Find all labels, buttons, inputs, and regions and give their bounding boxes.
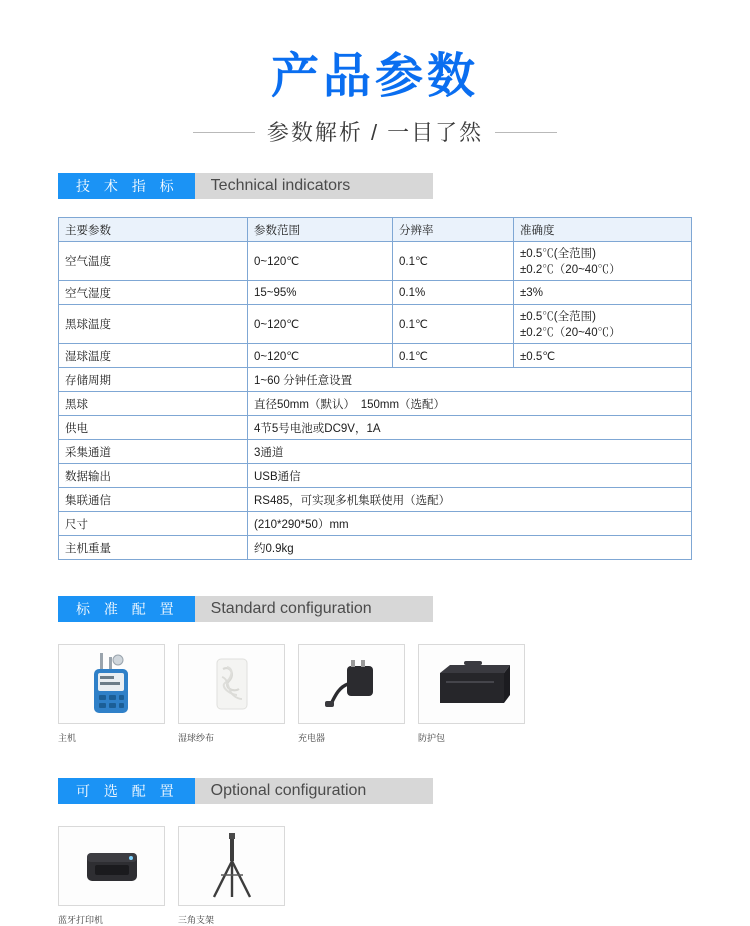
standard-config-grid bbox=[58, 644, 750, 744]
section-heading-standard bbox=[58, 596, 433, 622]
cell-param-value: 3通道 bbox=[248, 440, 692, 464]
section-heading-standard-cn: 标 准 配 置 bbox=[58, 596, 195, 622]
cell-param-resolution: 0.1℃ bbox=[393, 305, 514, 344]
table-row bbox=[59, 305, 692, 344]
cell-param-name: 黑球 bbox=[59, 392, 248, 416]
section-heading-optional-en: Optional configuration bbox=[195, 778, 433, 804]
table-row bbox=[59, 242, 692, 281]
cell-param-name: 存储周期 bbox=[59, 368, 248, 392]
cell-param-resolution: 0.1℃ bbox=[393, 344, 514, 368]
cell-param-name: 空气温度 bbox=[59, 242, 248, 281]
item-caption: 充电器 bbox=[298, 733, 326, 744]
device-main-unit-icon bbox=[82, 651, 142, 717]
item-caption: 蓝牙打印机 bbox=[58, 915, 104, 926]
product-thumbnail bbox=[58, 826, 165, 906]
cell-param-range: 0~120℃ bbox=[248, 344, 393, 368]
table-row bbox=[59, 488, 692, 512]
spec-table-body bbox=[59, 218, 692, 560]
cell-param-range: 15~95% bbox=[248, 281, 393, 305]
product-thumbnail bbox=[58, 644, 165, 724]
table-row bbox=[59, 281, 692, 305]
list-item bbox=[58, 644, 163, 744]
cell-param-name: 空气湿度 bbox=[59, 281, 248, 305]
page-subtitle: 参数解析 / 一目了然 bbox=[266, 120, 484, 146]
cell-param-resolution: 0.1% bbox=[393, 281, 514, 305]
section-heading-technical bbox=[58, 173, 433, 199]
cell-param-accuracy: ±3% bbox=[514, 281, 692, 305]
spec-table-wrap bbox=[58, 217, 692, 560]
cell-param-value: (210*290*50）mm bbox=[248, 512, 692, 536]
cell-param-value: 4节5号电池或DC9V，1A bbox=[248, 416, 692, 440]
wet-bulb-gauze-icon bbox=[209, 655, 255, 713]
column-header-range: 参数范围 bbox=[248, 218, 393, 242]
cell-param-resolution: 0.1℃ bbox=[393, 242, 514, 281]
product-thumbnail bbox=[418, 644, 525, 724]
section-heading-optional-cn: 可 选 配 置 bbox=[58, 778, 195, 804]
cell-param-value: 1~60 分钟任意设置 bbox=[248, 368, 692, 392]
bluetooth-printer-icon bbox=[79, 843, 145, 889]
item-caption: 湿球纱布 bbox=[178, 733, 215, 744]
left-rule bbox=[193, 132, 255, 133]
cell-param-name: 采集通道 bbox=[59, 440, 248, 464]
table-row bbox=[59, 464, 692, 488]
cell-param-accuracy: ±0.5℃(全范围) ±0.2℃（20~40℃） bbox=[514, 305, 692, 344]
section-heading-technical-en: Technical indicators bbox=[195, 173, 433, 199]
section-heading-standard-en: Standard configuration bbox=[195, 596, 433, 622]
item-caption: 防护包 bbox=[418, 733, 446, 744]
list-item bbox=[298, 644, 403, 744]
table-row bbox=[59, 440, 692, 464]
table-row bbox=[59, 392, 692, 416]
cell-param-accuracy: ±0.5℃(全范围) ±0.2℃（20~40℃） bbox=[514, 242, 692, 281]
cell-param-name: 供电 bbox=[59, 416, 248, 440]
cell-param-value: 直径50mm（默认） 150mm（选配） bbox=[248, 392, 692, 416]
cell-param-value: RS485，可实现多机集联使用（选配） bbox=[248, 488, 692, 512]
item-caption: 主机 bbox=[58, 733, 77, 744]
page-header bbox=[0, 0, 750, 147]
table-header-row bbox=[59, 218, 692, 242]
cell-param-value: 约0.9kg bbox=[248, 536, 692, 560]
item-caption: 三角支架 bbox=[178, 915, 215, 926]
cell-param-accuracy: ±0.5℃ bbox=[514, 344, 692, 368]
cell-param-name: 湿球温度 bbox=[59, 344, 248, 368]
section-heading-technical-cn: 技 术 指 标 bbox=[58, 173, 195, 199]
product-thumbnail bbox=[298, 644, 405, 724]
section-heading-optional bbox=[58, 778, 433, 804]
table-row bbox=[59, 344, 692, 368]
product-thumbnail bbox=[178, 826, 285, 906]
table-row bbox=[59, 416, 692, 440]
list-item bbox=[178, 644, 283, 744]
cell-param-name: 集联通信 bbox=[59, 488, 248, 512]
page-title: 产品参数 bbox=[270, 50, 479, 103]
cell-param-range: 0~120℃ bbox=[248, 305, 393, 344]
spec-table bbox=[58, 217, 692, 560]
table-row bbox=[59, 536, 692, 560]
right-rule bbox=[495, 132, 557, 133]
list-item bbox=[178, 826, 283, 926]
optional-config-grid bbox=[58, 826, 750, 926]
cell-param-name: 尺寸 bbox=[59, 512, 248, 536]
table-row bbox=[59, 368, 692, 392]
subtitle-row bbox=[0, 116, 750, 147]
tripod-icon bbox=[205, 831, 259, 901]
list-item bbox=[58, 826, 163, 926]
cell-param-name: 数据输出 bbox=[59, 464, 248, 488]
protective-bag-icon bbox=[434, 657, 510, 711]
column-header-resolution: 分辨率 bbox=[393, 218, 514, 242]
column-header-accuracy: 准确度 bbox=[514, 218, 692, 242]
list-item bbox=[418, 644, 523, 744]
cell-param-name: 黑球温度 bbox=[59, 305, 248, 344]
table-row bbox=[59, 512, 692, 536]
cell-param-range: 0~120℃ bbox=[248, 242, 393, 281]
charger-icon bbox=[321, 654, 383, 714]
cell-param-name: 主机重量 bbox=[59, 536, 248, 560]
cell-param-value: USB通信 bbox=[248, 464, 692, 488]
column-header-name: 主要参数 bbox=[59, 218, 248, 242]
product-thumbnail bbox=[178, 644, 285, 724]
